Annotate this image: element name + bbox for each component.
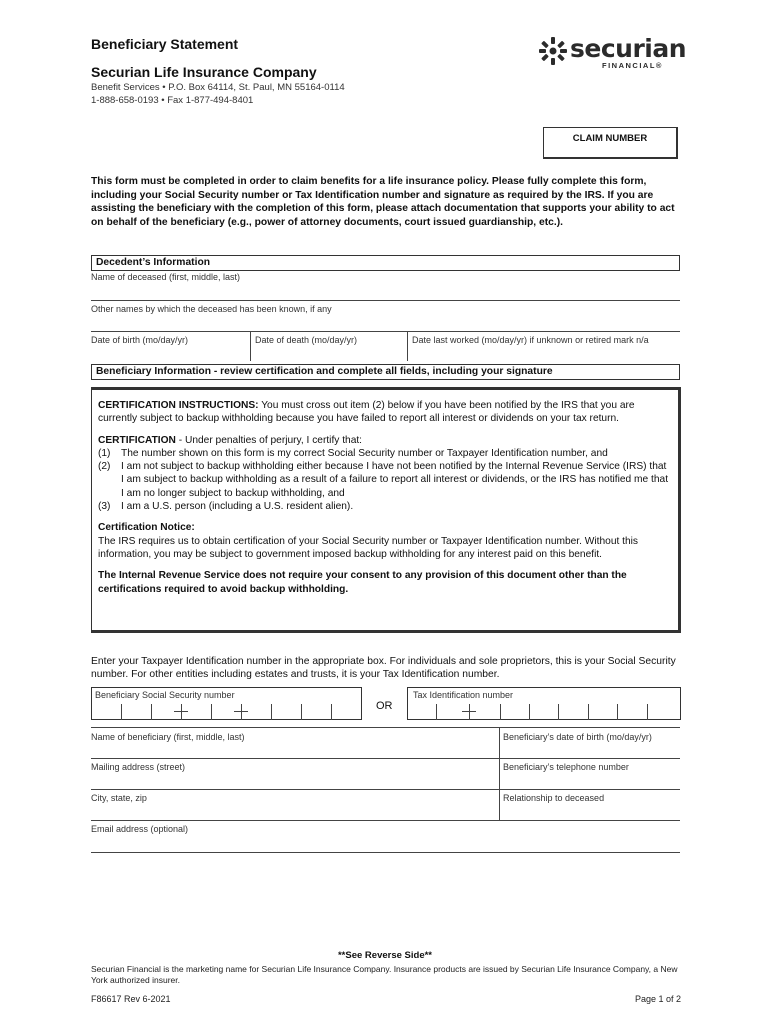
digit-divider — [301, 704, 302, 720]
logo-wordmark: securian — [570, 34, 687, 63]
claim-number-box[interactable] — [543, 127, 678, 159]
securian-logo — [538, 34, 687, 72]
cert-title: CERTIFICATION — [98, 434, 176, 446]
item-text: The number shown on this form is my correct Social Security number or Taxpayer Identification number, and — [121, 447, 608, 459]
mailing-address-label: Mailing address (street) — [91, 762, 186, 772]
list-item — [98, 500, 672, 513]
company-name: Securian Life Insurance Company — [91, 64, 317, 80]
deceased-name-field[interactable] — [91, 300, 680, 301]
digit-divider — [151, 704, 152, 720]
divider — [499, 727, 500, 820]
other-names-field[interactable] — [91, 331, 680, 332]
digit-divider — [500, 704, 501, 720]
ssn-input[interactable] — [91, 687, 362, 720]
mailing-address-field[interactable] — [91, 789, 680, 790]
item-text: I am a U.S. person (including a U.S. resident alien). — [121, 501, 354, 513]
list-item — [98, 447, 672, 460]
divider — [250, 331, 251, 361]
see-reverse-side: **See Reverse Side** — [337, 950, 432, 961]
digit-divider — [617, 704, 618, 720]
dob-label: Date of birth (mo/day/yr) — [91, 335, 189, 345]
item-number: (3) — [98, 501, 111, 513]
divider — [91, 727, 680, 728]
other-names-label: Other names by which the deceased has been known, if any — [91, 304, 332, 314]
digit-divider — [271, 704, 272, 720]
digit-divider — [121, 704, 122, 720]
beneficiary-phone-label: Beneficiary’s telephone number — [503, 762, 629, 772]
last-worked-label: Date last worked (mo/day/yr) if unknown or retired mark n/a — [412, 335, 649, 345]
cert-instructions-title: CERTIFICATION INSTRUCTIONS: — [98, 400, 259, 411]
form-number: F86617 Rev 6-2021 — [91, 994, 171, 1004]
tin-instructions: Enter your Taxpayer Identification number in the appropriate box. For individuals and sole proprietors, this is your Social Security number. For other entities including estates and trusts, it is your Tax Identification number. — [91, 656, 676, 680]
certification-heading — [98, 434, 672, 447]
dash-divider — [174, 704, 188, 720]
irs-statement: The Internal Revenue Service does not require your consent to any provision of this document other than the certifications required to avoid backup withholding. — [98, 570, 627, 595]
tin-label: Tax Identification number — [413, 690, 514, 700]
dash-divider — [462, 704, 476, 720]
form-title: Beneficiary Statement — [91, 36, 239, 52]
digit-divider — [529, 704, 530, 720]
securian-flower-icon — [538, 36, 568, 66]
beneficiary-dob-label: Beneficiary’s date of birth (mo/day/yr) — [503, 732, 652, 742]
intro-paragraph: This form must be completed in order to claim benefits for a life insurance policy. Please fully complete this form, including your Social Security number or Tax Identification number and signature as required by the IRS. If you are assisting the beneficiary with the completion of this form, please attach documentation that supports your ability to act on behalf of the beneficiary (e.g., power of attorney documents, court issued guardianship, etc.). — [91, 176, 675, 228]
certification-list — [98, 447, 672, 513]
footer-disclaimer: Securian Financial is the marketing name for Securian Life Insurance Company. Insurance products are issued by Securian Life Insurance Company, a New York authorized insurer. — [91, 964, 678, 985]
relationship-label: Relationship to deceased — [503, 793, 605, 803]
ssn-label: Beneficiary Social Security number — [95, 690, 235, 700]
beneficiary-section-header: Beneficiary Information - review certification and complete all fields, including your signature — [91, 364, 680, 380]
certification-box — [91, 387, 681, 633]
page-number: Page 1 of 2 — [634, 994, 681, 1004]
company-phone: 1-888-658-0193 • Fax 1-877-494-8401 — [91, 95, 254, 106]
dash-divider — [234, 704, 248, 720]
cert-intro: - Under penalties of perjury, I certify that: — [175, 434, 363, 446]
logo-subtitle: FINANCIAL® — [602, 61, 663, 70]
item-number: (1) — [98, 447, 111, 459]
certification-notice-text: The IRS requires us to obtain certification of your Social Security number or Taxpayer Identification number. Without this information, you may be subject to government imposed backup withholding for any interest paid on this benefit. — [98, 535, 639, 560]
digit-divider — [211, 704, 212, 720]
decedent-section-header: Decedent’s Information — [91, 255, 680, 271]
beneficiary-name-field[interactable] — [91, 758, 680, 759]
digit-divider — [647, 704, 648, 720]
digit-divider — [588, 704, 589, 720]
dod-label: Date of death (mo/day/yr) — [255, 335, 358, 345]
company-address: Benefit Services • P.O. Box 64114, St. Paul, MN 55164-0114 — [91, 82, 345, 93]
digit-divider — [331, 704, 332, 720]
or-label: OR — [376, 700, 393, 712]
tin-input[interactable] — [407, 687, 681, 720]
divider — [407, 331, 408, 361]
city-state-zip-label: City, state, zip — [91, 793, 147, 803]
digit-divider — [436, 704, 437, 720]
cert-instructions-text: You must cross out item (2) below if you have been notified by the IRS that you are currently subject to backup withholding because you have failed to report all interest or dividends on your tax return. — [98, 400, 635, 425]
email-label: Email address (optional) — [91, 824, 189, 834]
city-state-zip-field[interactable] — [91, 820, 680, 821]
list-item — [98, 460, 672, 500]
email-field[interactable] — [91, 852, 680, 853]
beneficiary-name-label: Name of beneficiary (first, middle, last) — [91, 732, 245, 742]
claim-number-label: CLAIM NUMBER — [572, 133, 648, 144]
item-text: I am not subject to backup withholding either because I have not been notified by the Internal Revenue Service (IRS) that I am subject to backup withholding as a result of a failure to report all interest or dividends, or the IRS has notified me that I am no longer subject to backup withholding, and — [121, 461, 669, 499]
item-number: (2) — [98, 461, 111, 473]
deceased-name-label: Name of deceased (first, middle, last) — [91, 272, 241, 282]
digit-divider — [558, 704, 559, 720]
certification-instructions — [98, 399, 672, 426]
certification-notice-title: Certification Notice: — [98, 522, 195, 534]
